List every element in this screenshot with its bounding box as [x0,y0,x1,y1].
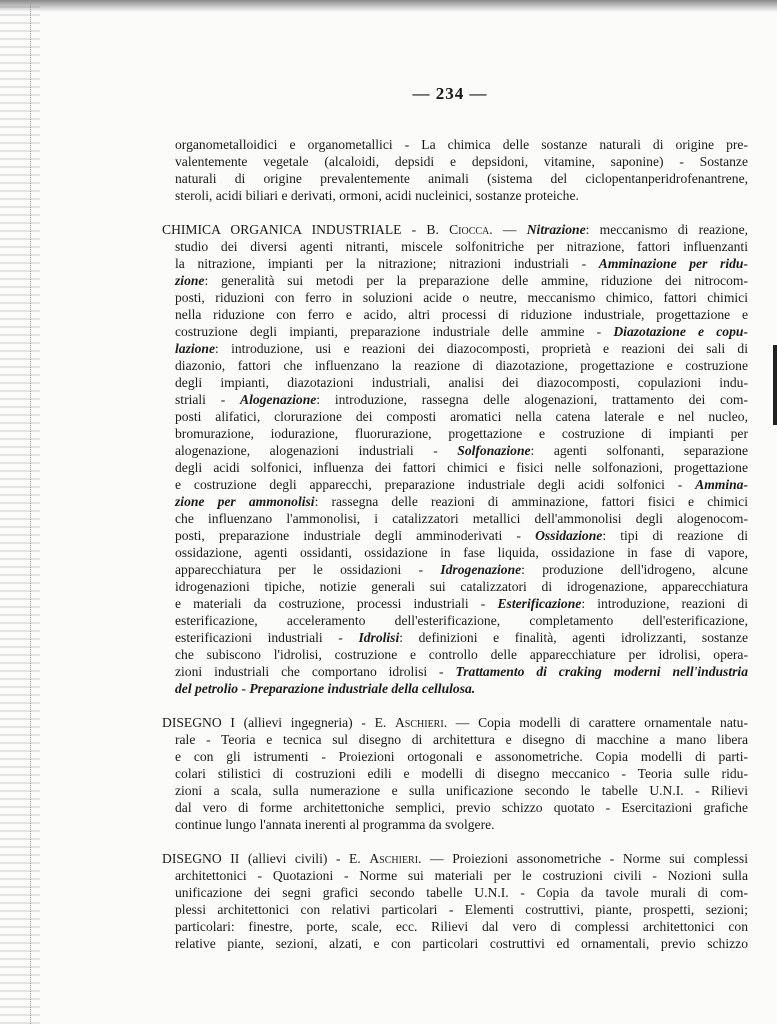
text-segment: : introduzione, usi e reazioni dei diazocomposti, proprietà e reazioni dei sali di [215,341,748,356]
course-entry [162,714,748,833]
text-line [162,629,748,646]
topic-heading: zione [175,273,205,288]
text-segment: alogenazione, alogenazioni industriali - [175,443,458,458]
text-line [162,221,748,238]
text-line [162,374,748,391]
text-segment: : generalità sui metodi per la preparazione delle ammine, riduzione dei nitrocom- [204,273,748,288]
text-segment: colari stilistici di costruzioni edili e modelli di disegno meccanico - Teoria sulle ridu- [175,766,748,781]
text-segment: che subiscono l'idrolisi, costruzione e controllo delle apparecchiature per idrolisi, opera- [175,647,748,662]
text-segment: rale - Teoria e tecnica sul disegno di architettura e disegno di macchine a mano libera [175,732,748,747]
text-line [162,238,748,255]
text-segment: e con gli istrumenti - Proiezioni ortogonali e assonometriche. Copia modelli di parti- [175,749,748,764]
text-line [162,306,748,323]
text-segment: costruzione degli impianti, preparazione industriale delle ammine - [175,324,614,339]
document-body [162,136,748,969]
text-line [162,136,748,153]
text-line [162,493,748,510]
text-line [162,272,748,289]
text-segment: posti, riduzioni con ferro in soluzioni acide o neutre, meccanismo chimico, fattori chimici [175,290,748,305]
course-entry [162,221,748,697]
text-line [162,255,748,272]
text-segment: : produzione dell'idrogeno, alcune [521,562,748,577]
text-line [162,714,748,731]
text-segment: posti, preparazione industriale degli amminoderivati - [175,528,536,543]
text-line [162,425,748,442]
scan-top-edge [0,0,777,12]
text-segment: zioni a scala, sulla numerazione e sulla unificazione secondo le tabelle U.N.I. - Rilievi [175,783,748,798]
text-segment: steroli, acidi biliari e derivati, ormoni, acidi nucleinici, sostanze proteiche. [175,188,579,203]
text-line [162,765,748,782]
instructor-name: Ciocca [449,222,490,237]
instructor-name: Aschieri [394,715,444,730]
topic-heading: Trattamento di craking moderni nell'industria [455,664,748,679]
text-segment: e materiali da costruzione, processi industriali - [175,596,498,611]
paragraph-continuation [162,136,748,204]
text-segment: : tipi di reazione di [602,528,748,543]
text-line [162,578,748,595]
text-segment: plessi architettonici con relativi particolari - Elementi costruttivi, piante, prospetti, sezioni; [175,902,748,917]
text-line [162,544,748,561]
text-segment: esterificazione, acceleramento dell'esterificazione, completamento dell'esterificazione, [175,613,748,628]
text-segment: ossidazione, agenti ossidanti, ossidazione in fase liquida, ossidazione in fase di vapore, [175,545,748,560]
text-segment: diazonio, fattori che influenzano la reazione di diazotazione, progettazione e costruzione [175,358,748,373]
text-segment: CHIMICA ORGANICA INDUSTRIALE - B. [162,222,450,237]
text-segment: apparecchiatura per le ossidazioni - [175,562,441,577]
text-segment: : agenti solfonanti, separazione [530,443,748,458]
text-segment: che influenzano l'ammonolisi, i catalizzatori metallici dell'ammonolisi degli alogenocom- [175,511,748,526]
course-entry [162,850,748,952]
text-segment: : definizioni e finalità, agenti idrolizzanti, sostanze [399,630,748,645]
text-line [162,561,748,578]
text-segment: dal vero di forme architettoniche semplici, previo schizzo quotato - Esercitazioni grafiche [175,800,748,815]
text-line [162,527,748,544]
text-segment: : introduzione, reazioni di [581,596,748,611]
topic-heading: Ossidazione [535,528,603,543]
text-line [162,442,748,459]
text-segment: naturali di origine prevalentemente animali (sistema del ciclopentanperidrofenantrene, [175,171,748,186]
text-line [162,680,748,697]
text-segment: unificazione dei segni grafici secondo tabelle U.N.I. - Copia da tavole murali di com- [175,885,748,900]
text-line [162,340,748,357]
text-line [162,476,748,493]
text-segment: e costruzione degli apparecchi, preparazione industriale degli acidi solfonici - [175,477,696,492]
text-segment: striali - [175,392,240,407]
text-segment: nella riduzione con ferro e acido, altri processi di riduzione industriale, progettazione e [175,307,748,322]
topic-heading: Solfonazione [457,443,531,458]
text-segment: : introduzione, rassegna delle alogenazioni, trattamento dei com- [316,392,748,407]
text-segment: zioni industriali che comportano idrolisi - [175,664,456,679]
text-line [162,731,748,748]
text-segment: . — Copia modelli di carattere ornamentale natu- [443,715,748,730]
topic-heading: zione per ammonolisi [175,494,315,509]
topic-heading: Idrolisi [358,630,400,645]
text-line [162,289,748,306]
text-segment: particolari: finestre, porte, scale, ecc. Rilievi dal vero di complessi architettonici con [175,919,748,934]
page-number: — 234 — [412,84,488,103]
text-line [162,816,748,833]
text-segment: continue lungo l'annata inerenti al programma da svolgere. [175,817,495,832]
text-line [162,459,748,476]
topic-heading: Ammina- [695,477,748,492]
text-line [162,918,748,935]
topic-heading: Esterificazione [497,596,582,611]
instructor-name: Aschieri [369,851,419,866]
text-segment: : meccanismo di reazione, [585,222,749,237]
text-line [162,663,748,680]
topic-heading: Alogenazione [240,392,317,407]
text-segment: esterificazioni industriali - [175,630,359,645]
text-line [162,901,748,918]
text-segment: . — Proiezioni assonometriche - Norme sui complessi [418,851,748,866]
text-segment: bromurazione, iodurazione, fluorurazione, progettazione e costruzione di impianti per [175,426,748,441]
text-line [162,612,748,629]
text-line [162,646,748,663]
text-line [162,357,748,374]
text-segment: architettonici - Quotazioni - Norme sui materiali per le costruzioni civili - Nozioni sulla [175,868,748,883]
text-line [162,153,748,170]
scan-left-line [30,0,32,1024]
text-segment: DISEGNO I (allievi ingegneria) - E. [162,715,395,730]
text-segment: posti alifatici, clorurazione dei composti aromatici nella catena laterale e nel nucleo, [175,409,748,424]
text-line [162,408,748,425]
text-segment: DISEGNO II (allievi civili) - E. [162,851,370,866]
text-segment: relative piante, sezioni, alzati, e con particolari costruttivi ed ornamentali, previo schizzo [175,936,748,951]
text-line [162,170,748,187]
text-segment: organometalloidici e organometallici - La chimica delle sostanze naturali di origine pre- [175,137,748,152]
text-segment: studio dei diversi agenti nitranti, miscele solfonitriche per nitrazione, fattori influenzanti [175,239,748,254]
text-line [162,510,748,527]
text-line [162,884,748,901]
text-line [162,782,748,799]
text-segment: idrogenazioni tipiche, notizie generali sui catalizzatori di idrogenazione, apparecchiatura [175,579,748,594]
text-line [162,187,748,204]
text-line [162,850,748,867]
scan-left-edge [0,0,40,1024]
text-line [162,867,748,884]
text-line [162,748,748,765]
topic-heading: del petrolio - Preparazione industriale della cellulosa. [175,681,476,696]
topic-heading: Diazotazione e copu- [613,324,748,339]
text-line [162,595,748,612]
text-segment: . — [489,222,527,237]
text-line [162,799,748,816]
text-line [162,935,748,952]
scan-right-mark [773,345,777,425]
text-segment: degli acidi solfonici, influenza dei fattori chimici e fisici nelle solfonazioni, progettazione [175,460,748,475]
text-segment: : rassegna delle reazioni di amminazione, fattori fisici e chimici [314,494,748,509]
topic-heading: Nitrazione [526,222,586,237]
text-segment: degli impianti, diazotazioni industriali, analisi dei diazocomposti, copulazioni indu- [175,375,748,390]
text-line [162,391,748,408]
text-segment: valentemente vegetale (alcaloidi, depsidi e depsidoni, vitamine, saponine) - Sostanze [175,154,748,169]
topic-heading: Amminazione per ridu- [598,256,748,271]
topic-heading: lazione [175,341,216,356]
topic-heading: Idrogenazione [440,562,522,577]
text-segment: la nitrazione, impianti per la nitrazione; nitrazioni industriali - [175,256,599,271]
text-line [162,323,748,340]
